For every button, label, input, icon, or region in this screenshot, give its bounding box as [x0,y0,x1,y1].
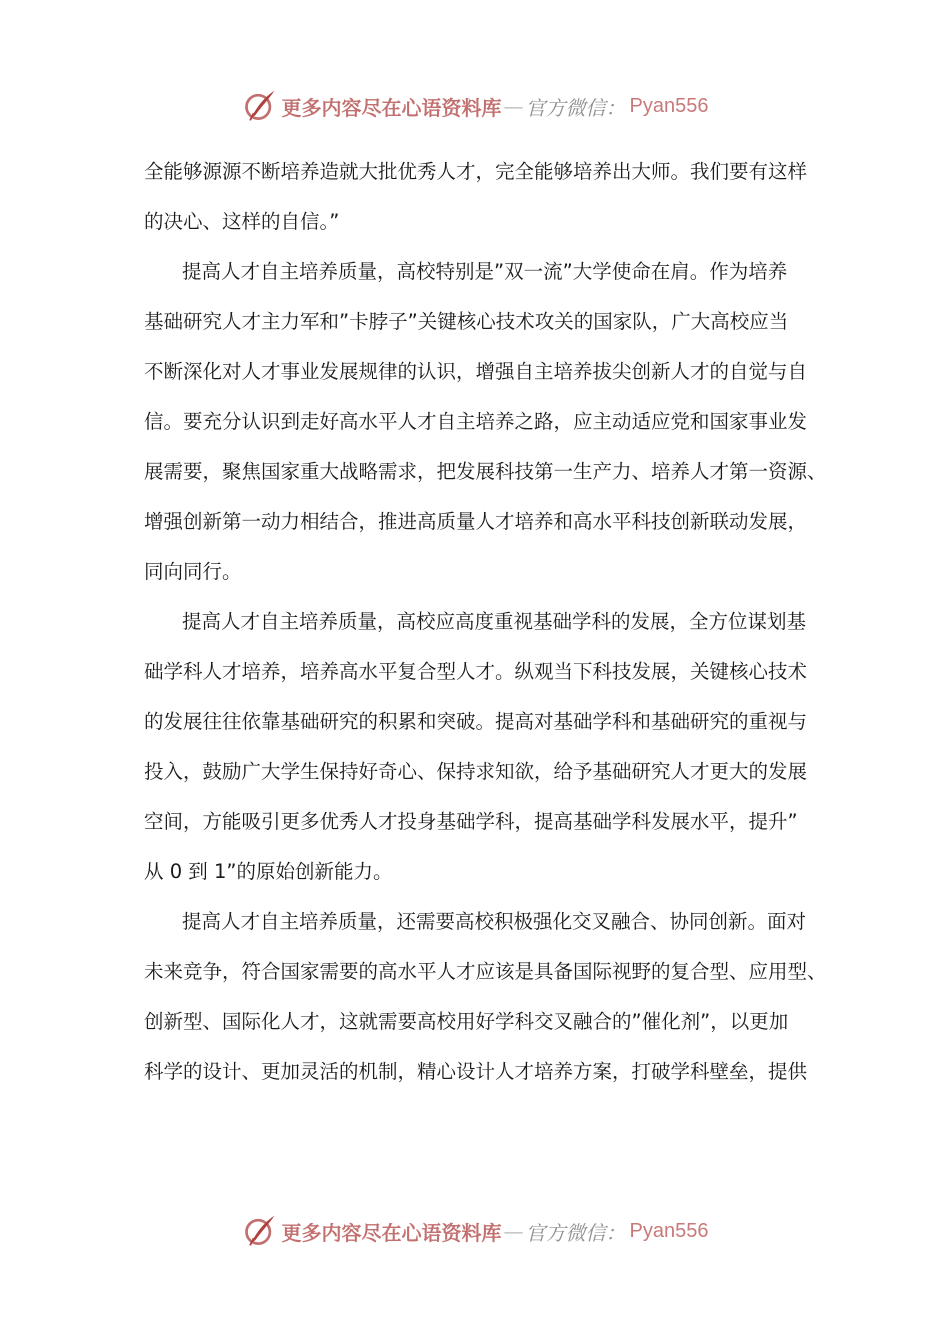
text-line: 从 0 到 1”的原始创新能力。 [144,860,393,883]
text-line: 信。要充分认识到走好高水平人才自主培养之路，应主动适应党和国家事业发 [144,410,808,433]
watermark-text [282,92,709,121]
header-watermark [0,86,950,126]
watermark-wechat-id: Pyan556 [629,94,709,117]
watermark-label: 官方微信： [525,1220,626,1245]
watermark-brand: 更多内容尽在心语资料库 [281,95,502,120]
text-line: 创新型、国际化人才，这就需要高校用好学科交叉融合的”催化剂”，以更加 [144,1010,789,1033]
watermark-wechat-id: Pyan556 [629,1219,709,1242]
text-line: 空间，方能吸引更多优秀人才投身基础学科，提高基础学科发展水平，提升” [144,810,798,833]
text-line: 科学的设计、更加灵活的机制，精心设计人才培养方案，打破学科壁垒，提供 [144,1060,808,1083]
watermark-dash: — [503,1219,524,1243]
paragraph-start-line: 提高人才自主培养质量，高校特别是”双一流”大学使命在肩。作为培养 [182,260,788,283]
watermark-brand: 更多内容尽在心语资料库 [281,1220,502,1245]
text-line: 全能够源源不断培养造就大批优秀人才，完全能够培养出大师。我们要有这样 [144,160,808,183]
watermark-text [282,1217,709,1246]
quill-pen-logo-icon [242,88,278,124]
text-line: 的发展往往依靠基础研究的积累和突破。提高对基础学科和基础研究的重视与 [144,710,808,733]
text-line: 投入，鼓励广大学生保持好奇心、保持求知欲，给予基础研究人才更大的发展 [144,760,808,783]
paragraph-start-line: 提高人才自主培养质量，还需要高校积极强化交叉融合、协同创新。面对 [182,910,807,933]
text-line: 不断深化对人才事业发展规律的认识，增强自主培养拔尖创新人才的自觉与自 [144,360,808,383]
text-line: 础学科人才培养，培养高水平复合型人才。纵观当下科技发展，关键核心技术 [144,660,808,683]
text-line: 基础研究人才主力军和”卡脖子”关键核心技术攻关的国家队，广大高校应当 [144,310,789,333]
footer-watermark [0,1211,950,1251]
quill-pen-logo-icon [242,1213,278,1249]
text-line: 未来竞争，符合国家需要的高水平人才应该是具备国际视野的复合型、应用型、 [144,960,827,983]
document-body [144,147,827,1097]
text-line: 同向同行。 [144,560,242,583]
watermark-dash: — [503,94,524,118]
text-line: 的决心、这样的自信。” [144,210,340,233]
paragraph-start-line: 提高人才自主培养质量，高校应高度重视基础学科的发展，全方位谋划基 [182,610,807,633]
text-line: 展需要，聚焦国家重大战略需求，把发展科技第一生产力、培养人才第一资源、 [144,460,827,483]
text-line: 增强创新第一动力相结合，推进高质量人才培养和高水平科技创新联动发展， [144,510,808,533]
watermark-label: 官方微信： [525,95,626,120]
